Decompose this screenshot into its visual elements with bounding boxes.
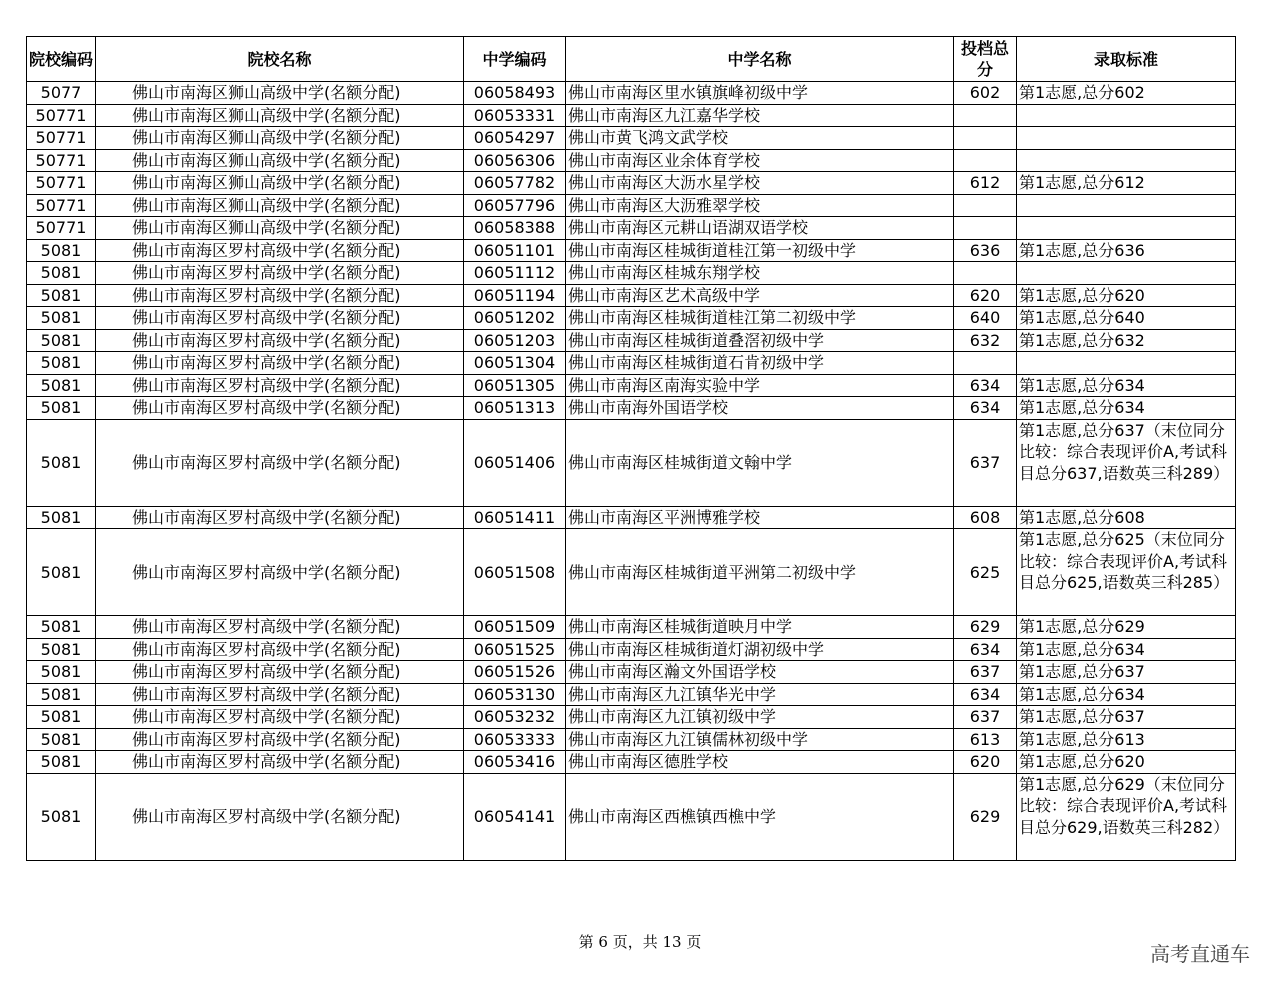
cell-admission-standard: 第1志愿,总分637 [1017, 661, 1236, 684]
cell-school-name: 佛山市南海区罗村高级中学(名额分配) [96, 751, 464, 774]
header-school-name: 院校名称 [96, 37, 464, 82]
cell-school-name: 佛山市南海区狮山高级中学(名额分配) [96, 149, 464, 172]
cell-middle-name: 佛山市南海区桂城街道平洲第二初级中学 [566, 529, 954, 616]
cell-school-code: 5077 [27, 82, 96, 105]
cell-admission-standard: 第1志愿,总分637 [1017, 706, 1236, 729]
cell-school-code: 5081 [27, 284, 96, 307]
cell-middle-name: 佛山市南海区里水镇旗峰初级中学 [566, 82, 954, 105]
cell-school-code: 5081 [27, 419, 96, 506]
cell-middle-code: 06051508 [464, 529, 566, 616]
cell-middle-name: 佛山市南海区艺术高级中学 [566, 284, 954, 307]
cell-school-code: 5081 [27, 728, 96, 751]
cell-school-name: 佛山市南海区罗村高级中学(名额分配) [96, 397, 464, 420]
cell-middle-code: 06051112 [464, 262, 566, 285]
watermark: 高考直通车 [1150, 942, 1250, 966]
cell-total-score: 637 [954, 419, 1017, 506]
table-row [27, 172, 1236, 195]
cell-total-score: 637 [954, 661, 1017, 684]
cell-middle-code: 06054297 [464, 127, 566, 150]
cell-admission-standard [1017, 127, 1236, 150]
table-row [27, 307, 1236, 330]
table-row [27, 82, 1236, 105]
cell-school-code: 5081 [27, 751, 96, 774]
cell-admission-standard: 第1志愿,总分640 [1017, 307, 1236, 330]
table-row [27, 127, 1236, 150]
cell-middle-code: 06051305 [464, 374, 566, 397]
cell-school-code: 5081 [27, 374, 96, 397]
cell-school-name: 佛山市南海区罗村高级中学(名额分配) [96, 661, 464, 684]
cell-admission-standard [1017, 352, 1236, 375]
cell-school-name: 佛山市南海区狮山高级中学(名额分配) [96, 172, 464, 195]
cell-middle-name: 佛山市南海区九江镇儒林初级中学 [566, 728, 954, 751]
cell-admission-standard [1017, 104, 1236, 127]
cell-middle-name: 佛山市南海区桂城街道桂江第一初级中学 [566, 239, 954, 262]
cell-middle-name: 佛山市南海区九江镇初级中学 [566, 706, 954, 729]
table-row [27, 751, 1236, 774]
cell-school-name: 佛山市南海区罗村高级中学(名额分配) [96, 616, 464, 639]
cell-middle-name: 佛山市南海区业余体育学校 [566, 149, 954, 172]
cell-middle-name: 佛山市南海区桂城街道石肯初级中学 [566, 352, 954, 375]
cell-admission-standard: 第1志愿,总分612 [1017, 172, 1236, 195]
cell-school-name: 佛山市南海区罗村高级中学(名额分配) [96, 706, 464, 729]
cell-total-score: 620 [954, 284, 1017, 307]
cell-school-name: 佛山市南海区罗村高级中学(名额分配) [96, 352, 464, 375]
cell-middle-code: 06051101 [464, 239, 566, 262]
cell-admission-standard: 第1志愿,总分634 [1017, 374, 1236, 397]
cell-school-code: 5081 [27, 307, 96, 330]
cell-school-name: 佛山市南海区狮山高级中学(名额分配) [96, 194, 464, 217]
page-footer: 第 6 页，共 13 页 [578, 933, 702, 951]
cell-middle-name: 佛山市南海区西樵镇西樵中学 [566, 773, 954, 860]
cell-total-score [954, 194, 1017, 217]
cell-school-name: 佛山市南海区罗村高级中学(名额分配) [96, 683, 464, 706]
cell-total-score: 629 [954, 616, 1017, 639]
cell-admission-standard [1017, 194, 1236, 217]
cell-middle-name: 佛山市南海外国语学校 [566, 397, 954, 420]
table-row [27, 104, 1236, 127]
table-row [27, 683, 1236, 706]
cell-total-score: 634 [954, 374, 1017, 397]
cell-middle-name: 佛山市南海区九江嘉华学校 [566, 104, 954, 127]
cell-total-score: 612 [954, 172, 1017, 195]
cell-school-code: 5081 [27, 239, 96, 262]
table-row [27, 529, 1236, 616]
cell-total-score [954, 352, 1017, 375]
cell-middle-code: 06051526 [464, 661, 566, 684]
cell-middle-code: 06051313 [464, 397, 566, 420]
cell-school-name: 佛山市南海区罗村高级中学(名额分配) [96, 506, 464, 529]
cell-school-code: 5081 [27, 397, 96, 420]
cell-middle-code: 06054141 [464, 773, 566, 860]
table-row [27, 149, 1236, 172]
cell-total-score [954, 104, 1017, 127]
cell-school-name: 佛山市南海区罗村高级中学(名额分配) [96, 638, 464, 661]
cell-middle-code: 06053333 [464, 728, 566, 751]
cell-school-code: 5081 [27, 506, 96, 529]
cell-total-score [954, 262, 1017, 285]
cell-admission-standard: 第1志愿,总分620 [1017, 284, 1236, 307]
cell-admission-standard [1017, 149, 1236, 172]
cell-total-score [954, 127, 1017, 150]
cell-middle-name: 佛山市南海区大沥雅翠学校 [566, 194, 954, 217]
cell-school-code: 5081 [27, 706, 96, 729]
cell-admission-standard: 第1志愿,总分602 [1017, 82, 1236, 105]
cell-total-score: 632 [954, 329, 1017, 352]
cell-school-code: 50771 [27, 194, 96, 217]
admission-table [26, 36, 1236, 861]
table-row [27, 506, 1236, 529]
cell-middle-name: 佛山市南海区瀚文外国语学校 [566, 661, 954, 684]
cell-admission-standard: 第1志愿,总分613 [1017, 728, 1236, 751]
table-row [27, 217, 1236, 240]
cell-school-code: 5081 [27, 262, 96, 285]
cell-admission-standard: 第1志愿,总分634 [1017, 397, 1236, 420]
cell-middle-name: 佛山市南海区大沥水星学校 [566, 172, 954, 195]
cell-school-name: 佛山市南海区狮山高级中学(名额分配) [96, 104, 464, 127]
cell-total-score [954, 217, 1017, 240]
cell-school-name: 佛山市南海区罗村高级中学(名额分配) [96, 239, 464, 262]
cell-middle-name: 佛山市南海区九江镇华光中学 [566, 683, 954, 706]
cell-middle-name: 佛山市南海区平洲博雅学校 [566, 506, 954, 529]
cell-school-code: 50771 [27, 104, 96, 127]
table-row [27, 284, 1236, 307]
cell-middle-code: 06058388 [464, 217, 566, 240]
cell-school-name: 佛山市南海区罗村高级中学(名额分配) [96, 262, 464, 285]
cell-admission-standard: 第1志愿,总分608 [1017, 506, 1236, 529]
cell-school-code: 5081 [27, 352, 96, 375]
cell-middle-name: 佛山市南海区桂城东翔学校 [566, 262, 954, 285]
header-school-code: 院校编码 [27, 37, 96, 82]
header-admission-standard: 录取标准 [1017, 37, 1236, 82]
cell-middle-code: 06051509 [464, 616, 566, 639]
cell-total-score: 634 [954, 397, 1017, 420]
cell-school-code: 50771 [27, 149, 96, 172]
cell-admission-standard [1017, 217, 1236, 240]
cell-middle-name: 佛山市南海区桂城街道叠滘初级中学 [566, 329, 954, 352]
cell-school-code: 5081 [27, 773, 96, 860]
table-header-row [27, 37, 1236, 82]
cell-middle-code: 06051202 [464, 307, 566, 330]
cell-total-score: 608 [954, 506, 1017, 529]
table-row [27, 773, 1236, 860]
cell-admission-standard: 第1志愿,总分620 [1017, 751, 1236, 774]
cell-middle-code: 06051411 [464, 506, 566, 529]
table-row [27, 239, 1236, 262]
cell-middle-name: 佛山市南海区桂城街道桂江第二初级中学 [566, 307, 954, 330]
cell-school-name: 佛山市南海区罗村高级中学(名额分配) [96, 529, 464, 616]
cell-school-code: 50771 [27, 172, 96, 195]
table-row [27, 397, 1236, 420]
cell-school-name: 佛山市南海区罗村高级中学(名额分配) [96, 374, 464, 397]
table-row [27, 616, 1236, 639]
table-row [27, 262, 1236, 285]
cell-middle-name: 佛山市南海区桂城街道灯湖初级中学 [566, 638, 954, 661]
cell-middle-name: 佛山市南海区南海实验中学 [566, 374, 954, 397]
cell-total-score: 637 [954, 706, 1017, 729]
cell-school-code: 5081 [27, 661, 96, 684]
cell-admission-standard: 第1志愿,总分629（末位同分比较：综合表现评价A,考试科目总分629,语数英三科282） [1017, 773, 1236, 860]
cell-total-score: 636 [954, 239, 1017, 262]
table-row [27, 194, 1236, 217]
header-total-score: 投档总分 [954, 37, 1017, 82]
cell-middle-code: 06051304 [464, 352, 566, 375]
cell-school-name: 佛山市南海区罗村高级中学(名额分配) [96, 728, 464, 751]
table-row [27, 374, 1236, 397]
table-row [27, 661, 1236, 684]
cell-middle-code: 06057782 [464, 172, 566, 195]
cell-total-score: 634 [954, 638, 1017, 661]
cell-admission-standard: 第1志愿,总分632 [1017, 329, 1236, 352]
cell-total-score: 613 [954, 728, 1017, 751]
table-body [27, 82, 1236, 861]
cell-school-code: 5081 [27, 529, 96, 616]
cell-admission-standard: 第1志愿,总分634 [1017, 683, 1236, 706]
cell-middle-name: 佛山市南海区桂城街道文翰中学 [566, 419, 954, 506]
cell-school-name: 佛山市南海区罗村高级中学(名额分配) [96, 284, 464, 307]
cell-admission-standard: 第1志愿,总分625（末位同分比较：综合表现评价A,考试科目总分625,语数英三科285） [1017, 529, 1236, 616]
cell-school-code: 50771 [27, 127, 96, 150]
cell-middle-code: 06057796 [464, 194, 566, 217]
cell-admission-standard: 第1志愿,总分637（末位同分比较：综合表现评价A,考试科目总分637,语数英三科289） [1017, 419, 1236, 506]
cell-middle-code: 06053130 [464, 683, 566, 706]
cell-middle-code: 06051203 [464, 329, 566, 352]
table-row [27, 329, 1236, 352]
cell-middle-name: 佛山市南海区德胜学校 [566, 751, 954, 774]
cell-total-score: 620 [954, 751, 1017, 774]
cell-school-name: 佛山市南海区罗村高级中学(名额分配) [96, 329, 464, 352]
cell-middle-code: 06058493 [464, 82, 566, 105]
cell-middle-code: 06053331 [464, 104, 566, 127]
cell-total-score [954, 149, 1017, 172]
cell-school-name: 佛山市南海区狮山高级中学(名额分配) [96, 127, 464, 150]
header-middle-code: 中学编码 [464, 37, 566, 82]
cell-school-code: 5081 [27, 329, 96, 352]
cell-total-score: 602 [954, 82, 1017, 105]
table-row [27, 352, 1236, 375]
cell-middle-code: 06051525 [464, 638, 566, 661]
table-row [27, 728, 1236, 751]
cell-admission-standard: 第1志愿,总分634 [1017, 638, 1236, 661]
table-row [27, 706, 1236, 729]
cell-admission-standard: 第1志愿,总分636 [1017, 239, 1236, 262]
table-row [27, 638, 1236, 661]
cell-school-name: 佛山市南海区狮山高级中学(名额分配) [96, 82, 464, 105]
cell-school-name: 佛山市南海区罗村高级中学(名额分配) [96, 419, 464, 506]
cell-school-code: 5081 [27, 616, 96, 639]
cell-school-name: 佛山市南海区罗村高级中学(名额分配) [96, 773, 464, 860]
cell-total-score: 634 [954, 683, 1017, 706]
cell-admission-standard [1017, 262, 1236, 285]
cell-school-code: 50771 [27, 217, 96, 240]
cell-school-name: 佛山市南海区罗村高级中学(名额分配) [96, 307, 464, 330]
cell-school-name: 佛山市南海区狮山高级中学(名额分配) [96, 217, 464, 240]
cell-admission-standard: 第1志愿,总分629 [1017, 616, 1236, 639]
cell-middle-code: 06053416 [464, 751, 566, 774]
cell-school-code: 5081 [27, 638, 96, 661]
cell-total-score: 625 [954, 529, 1017, 616]
cell-middle-name: 佛山市南海区元耕山语湖双语学校 [566, 217, 954, 240]
table-row [27, 419, 1236, 506]
header-middle-name: 中学名称 [566, 37, 954, 82]
cell-middle-code: 06056306 [464, 149, 566, 172]
cell-middle-name: 佛山市黄飞鸿文武学校 [566, 127, 954, 150]
cell-middle-code: 06051194 [464, 284, 566, 307]
cell-total-score: 640 [954, 307, 1017, 330]
cell-school-code: 5081 [27, 683, 96, 706]
cell-middle-code: 06051406 [464, 419, 566, 506]
cell-middle-name: 佛山市南海区桂城街道映月中学 [566, 616, 954, 639]
cell-total-score: 629 [954, 773, 1017, 860]
cell-middle-code: 06053232 [464, 706, 566, 729]
